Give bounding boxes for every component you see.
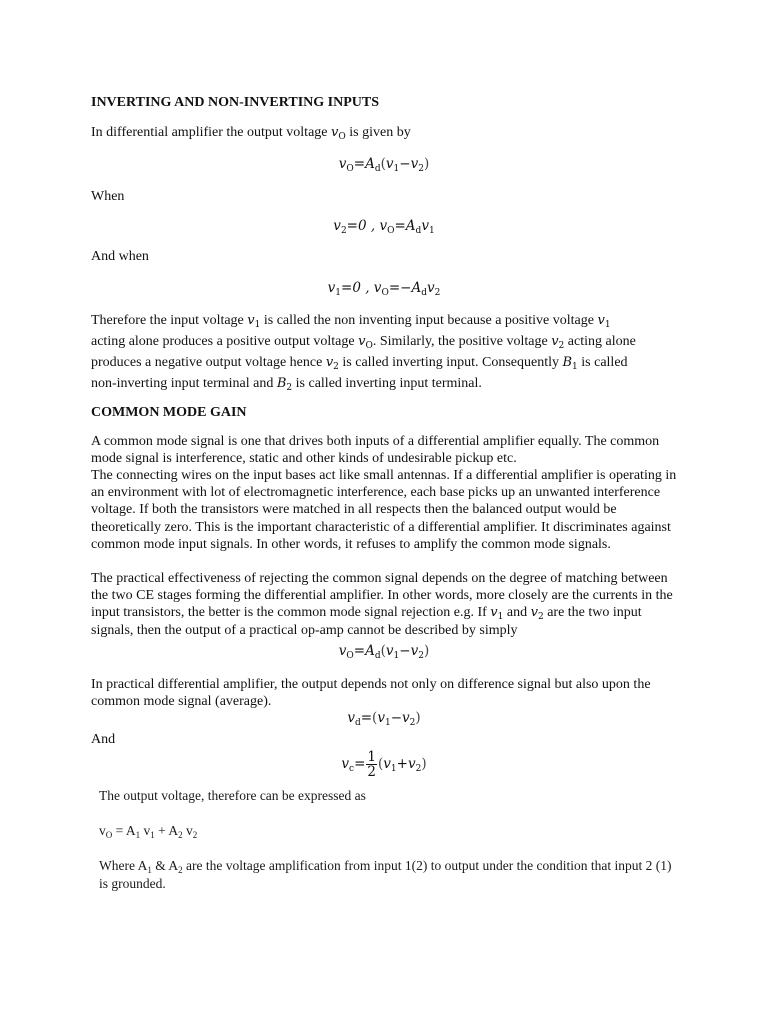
- scan-where-text: Where $A_1$ & $A_2$ are the voltage amplification from input 1(2) to output under the condition that input 2 (1) is grounded.: [99, 858, 672, 891]
- practical-paragraph: In practical differential amplifier, the output depends not only on difference signal but also upon the common mode signal (average).: [91, 677, 651, 710]
- equation-v2-zero: $v_2=0$ , $v_O=A_dv_1$: [333, 218, 435, 236]
- equation-vo-ad-diff: $v_O=A_d(v_1-v_2)$: [338, 156, 430, 174]
- intro-text-a: In differential amplifier the output voltage: [91, 125, 331, 140]
- common-mode-para1: A common mode signal is one that drives both inputs of a differential amplifier equally. The common mode signal is interference, static and other kinds of undesirable pickup etc.: [91, 434, 660, 467]
- fraction-half: $\frac{1}{2}$: [367, 749, 376, 780]
- and-label: And: [91, 732, 116, 747]
- heading-inverting: INVERTING AND NON-INVERTING INPUTS: [91, 95, 379, 110]
- intro-text-b: is given by: [345, 125, 411, 140]
- common-mode-para3: The practical effectiveness of rejecting the common signal depends on the degree of matching between the two CE stages forming the differential amplifier. In other words, more closely are the currents in the input transistors, the better is the common mode signal rejection e.g. If $v_1$ and $v_2$ are the two input signals, then the output of a practical op-amp cannot be described by simply: [91, 571, 673, 638]
- equation-vc: $v_c=$ $\frac{1}{2}$ $(v_1+v_2)$: [341, 749, 427, 780]
- and-when-label: And when: [91, 249, 149, 264]
- intro-paragraph: [91, 123, 691, 143]
- equation-vo-simple: $v_O=A_d(v_1-v_2)$: [338, 643, 430, 661]
- when-label: When: [91, 189, 125, 204]
- therefore-paragraph: Therefore the input voltage $v_1$ is called the non inventing input because a positive voltage $v_1$ acting alone produces a positive output voltage $v_O$. Similarly, the positive voltage $v_2$ acting alone produces a negative output voltage hence $v_2$ is called inverting input. Consequently $B_1$ is called non-inverting input terminal and $B_2$ is called inverting input terminal.: [91, 313, 636, 393]
- scan-line-output: The output voltage, therefore can be expressed as: [99, 788, 366, 803]
- math-vo: $v_O$: [331, 125, 346, 142]
- equation-v1-zero: $v_1=0$ , $v_O=-A_dv_2$: [327, 280, 441, 298]
- equation-vd: $v_d=(v_1-v_2)$: [347, 710, 421, 728]
- scan-equation: $v_O = A_1$ $v_1 + A_2$ $v_2$: [99, 823, 198, 840]
- heading-common-mode: COMMON MODE GAIN: [91, 405, 247, 420]
- common-mode-para2: The connecting wires on the input bases act like small antennas. If a differential amplifier is operating in an environment with lot of electromagnetic interference, each base picks up an unwanted interference voltage. If both the transistors were matched in all respects then the balanced output would be theoretically zero. This is the important characteristic of a differential amplifier. It discriminates against common mode input signals. In other words, it refuses to amplify the common mode signals.: [91, 468, 677, 552]
